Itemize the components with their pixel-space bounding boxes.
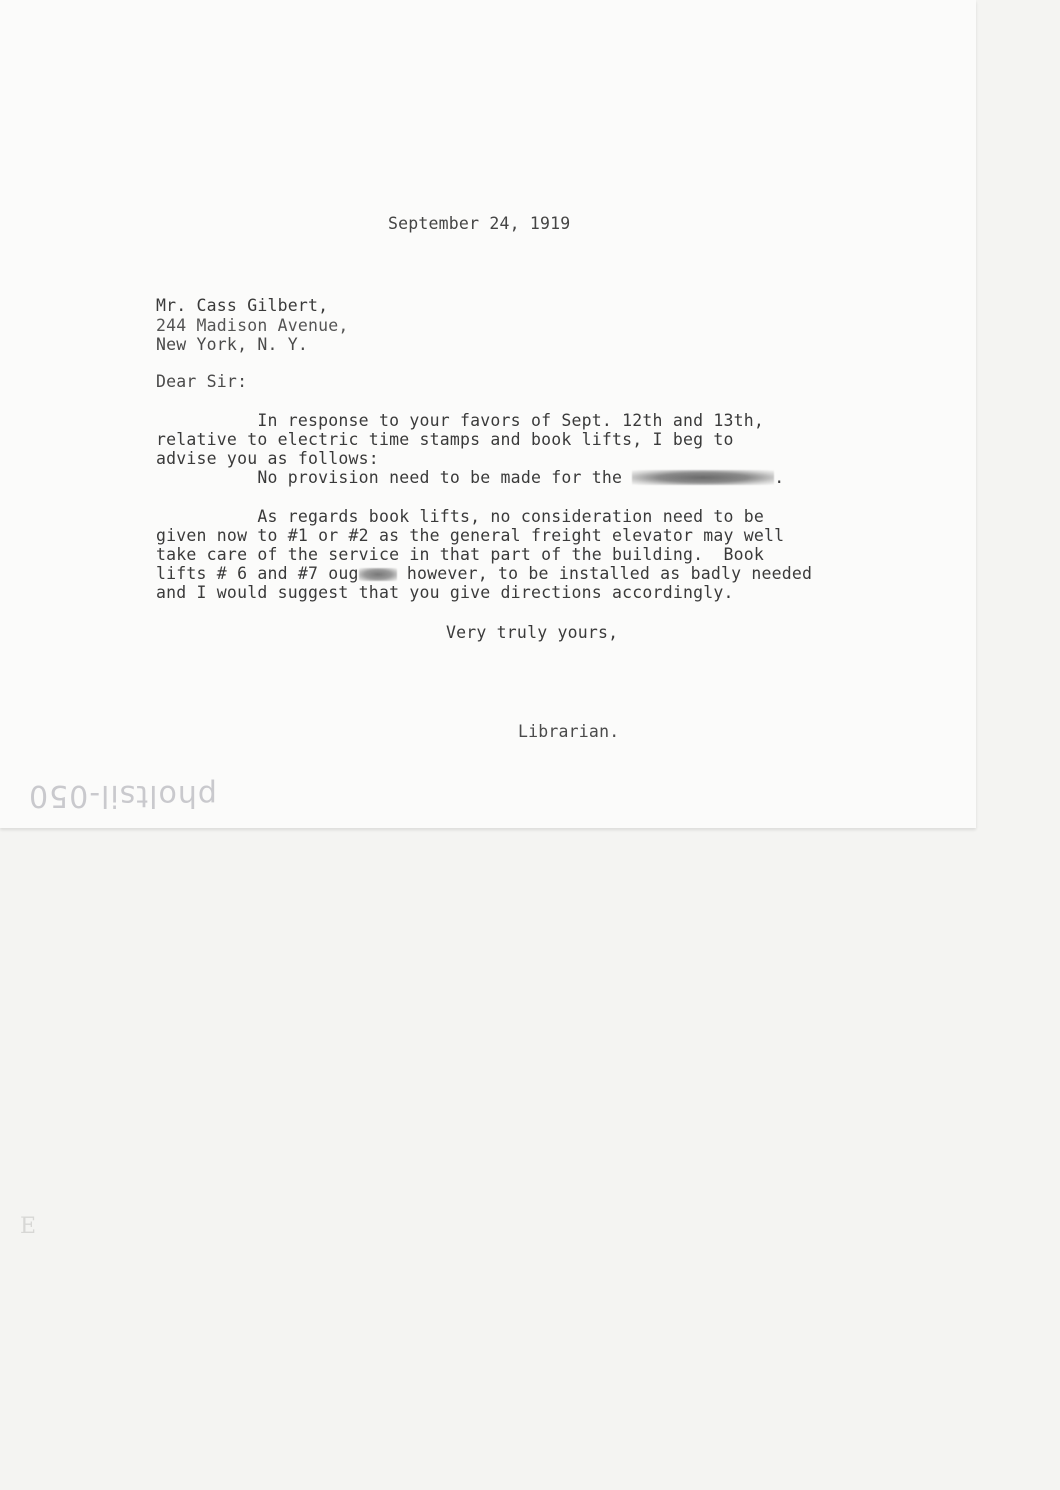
overstrike-smudge bbox=[359, 568, 397, 581]
paragraph-1-line: advise you as follows: bbox=[156, 449, 379, 468]
paragraph-2-line: lifts # 6 and #7 oug bbox=[156, 564, 359, 583]
recipient-name: Mr. Cass Gilbert, bbox=[156, 296, 329, 315]
recipient-street: 244 Madison Avenue, bbox=[156, 316, 349, 335]
signature-title: Librarian. bbox=[518, 722, 620, 741]
edge-mark: E bbox=[20, 1214, 37, 1239]
recipient-city: New York, N. Y. bbox=[156, 335, 309, 354]
letter-date: September 24, 1919 bbox=[388, 214, 571, 233]
complimentary-close: Very truly yours, bbox=[446, 623, 619, 642]
paragraph-1-line-end: . bbox=[774, 468, 785, 487]
paragraph-2-line: As regards book lifts, no consideration need to be bbox=[156, 507, 765, 526]
paragraph-2-line: given now to #1 or #2 as the general freight elevator may well bbox=[156, 526, 785, 545]
paragraph-2 bbox=[156, 507, 812, 602]
paragraph-2-line-end: however, to be installed as badly needed bbox=[396, 564, 813, 583]
paragraph-1-line: No provision need to be made for the bbox=[156, 468, 633, 487]
paragraph-2-line: take care of the service in that part of the building. Book bbox=[156, 545, 765, 564]
salutation: Dear Sir: bbox=[156, 372, 248, 391]
paragraph-1-line: In response to your favors of Sept. 12th and 13th, bbox=[156, 411, 765, 430]
paragraph-2-line: and I would suggest that you give directions accordingly. bbox=[156, 583, 734, 602]
erased-text-smudge bbox=[632, 470, 774, 485]
paragraph-1 bbox=[156, 411, 784, 487]
paragraph-1-line: relative to electric time stamps and book lifts, I beg to bbox=[156, 430, 734, 449]
pencil-annotation: pholtsil-050 bbox=[28, 778, 217, 813]
